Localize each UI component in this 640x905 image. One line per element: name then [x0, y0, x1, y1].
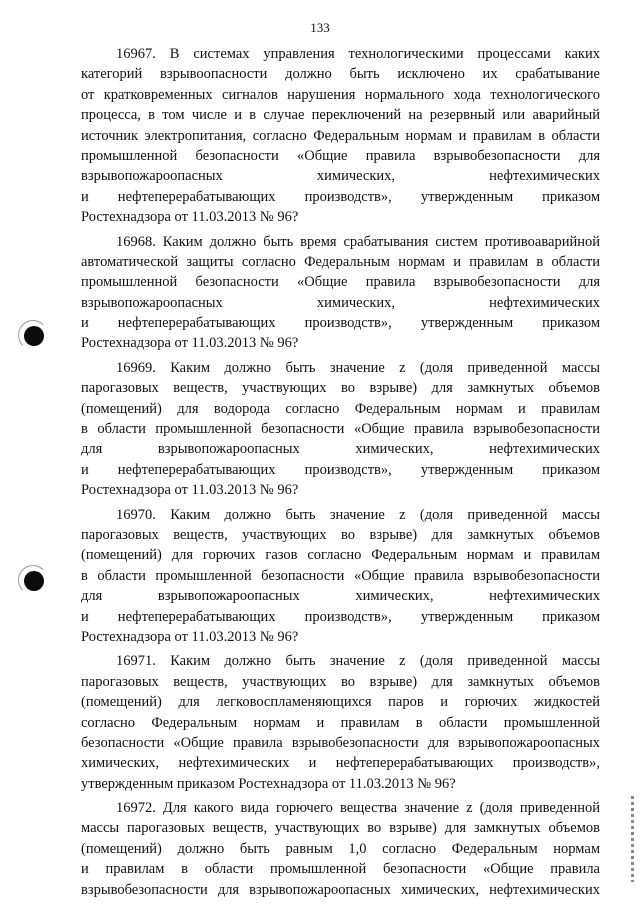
question-paragraph — [81, 44, 600, 228]
text-line: (помещений) для горючих газов согласно Федеральным нормам и правилам — [81, 547, 600, 564]
text-line: промышленной безопасности «Общие правила взрывобезопасности для — [81, 274, 600, 291]
text-line: 16971. Каким должно быть значение z (доля приведенной массы — [116, 653, 600, 670]
text-line: Ростехнадзора от 11.03.2013 № 96? — [81, 628, 299, 645]
text-line: в области промышленной безопасности «Общие правила взрывобезопасности — [81, 567, 600, 584]
text-line: взрывобезопасности для взрывопожароопасных химических, нефтехимических — [81, 881, 600, 898]
question-paragraph — [81, 358, 600, 501]
question-paragraph — [81, 651, 600, 794]
text-line: процесса, в том числе и в случае переключений на резервный или аварийный — [81, 107, 600, 124]
text-line: безопасности «Общие правила взрывобезопасности для взрывопожароопасных — [81, 734, 600, 751]
text-line: Ростехнадзора от 11.03.2013 № 96? — [81, 482, 299, 499]
text-line: взрывопожароопасных химических, нефтехимических — [81, 294, 600, 311]
text-line: 16967. В системах управления технологическими процессами каких — [116, 46, 600, 62]
text-line: Ростехнадзора от 11.03.2013 № 96? — [81, 335, 299, 352]
text-line: (помещений) для легковоспламеняющихся паров и горючих жидкостей — [81, 694, 600, 711]
text-line: и нефтеперерабатывающих производств», утвержденным приказом — [81, 315, 600, 332]
text-line: для взрывопожароопасных химических, нефтехимических — [81, 441, 600, 458]
text-line: 16969. Каким должно быть значение z (доля приведенной массы — [116, 359, 600, 376]
punch-hole-mark — [24, 326, 44, 346]
text-line: источник электропитания, согласно Федеральным нормам и правилам в области — [81, 127, 600, 144]
text-line: химических, нефтехимических и нефтеперерабатывающих производств», — [81, 755, 600, 772]
text-line: массы парогазовых веществ, участвующих во взрыве) для замкнутых объемов — [81, 820, 600, 837]
text-line: и нефтеперерабатывающих производств», утвержденным приказом — [81, 188, 600, 205]
text-line: 16972. Для какого вида горючего вещества значение z (доля приведенной — [116, 800, 600, 817]
text-line: в области промышленной безопасности «Общие правила взрывобезопасности — [81, 421, 600, 438]
text-line: утвержденным приказом Ростехнадзора от 11.03.2013 № 96? — [81, 775, 456, 792]
text-line: и нефтеперерабатывающих производств», утвержденным приказом — [81, 608, 600, 625]
text-line: 16970. Каким должно быть значение z (доля приведенной массы — [116, 506, 600, 523]
text-line: (помещений) для водорода согласно Федеральным нормам и правилам — [81, 400, 600, 417]
text-line: (помещений) должно быть равным 1,0 согласно Федеральным нормам — [81, 840, 600, 857]
text-line: от кратковременных сигналов нарушения нормального хода технологического — [81, 86, 600, 103]
text-line: автоматической защиты согласно Федеральным нормам и правилам в области — [81, 253, 600, 270]
scan-edge-mark — [631, 796, 634, 882]
question-paragraph — [81, 505, 600, 648]
text-line: и правилам в области промышленной безопасности «Общие правила — [81, 861, 600, 878]
page-number: 133 — [310, 20, 330, 35]
question-paragraph — [81, 232, 600, 354]
text-line: категорий взрывоопасности должно быть исключено их срабатывание — [81, 66, 600, 83]
punch-hole-mark — [24, 571, 44, 591]
document-body — [81, 44, 600, 904]
text-line: парогазовых веществ, участвующих во взрыве) для замкнутых объемов — [81, 380, 600, 397]
text-line: 16968. Каким должно быть время срабатывания систем противоаварийной — [116, 233, 600, 250]
text-line: промышленной безопасности «Общие правила взрывобезопасности для — [81, 147, 600, 164]
text-line: Ростехнадзора от 11.03.2013 № 96? — [81, 209, 299, 226]
text-line: взрывопожароопасных химических, нефтехимических — [81, 168, 600, 185]
text-line: для взрывопожароопасных химических, нефтехимических — [81, 588, 600, 605]
text-line: и нефтеперерабатывающих производств», утвержденным приказом — [81, 461, 600, 478]
text-line: согласно Федеральным нормам и правилам в области промышленной — [81, 714, 600, 731]
text-line: парогазовых веществ, участвующих во взрыве) для замкнутых объемов — [81, 526, 600, 543]
text-line: парогазовых веществ, участвующих во взрыве) для замкнутых объемов — [81, 673, 600, 690]
question-paragraph — [81, 798, 600, 900]
